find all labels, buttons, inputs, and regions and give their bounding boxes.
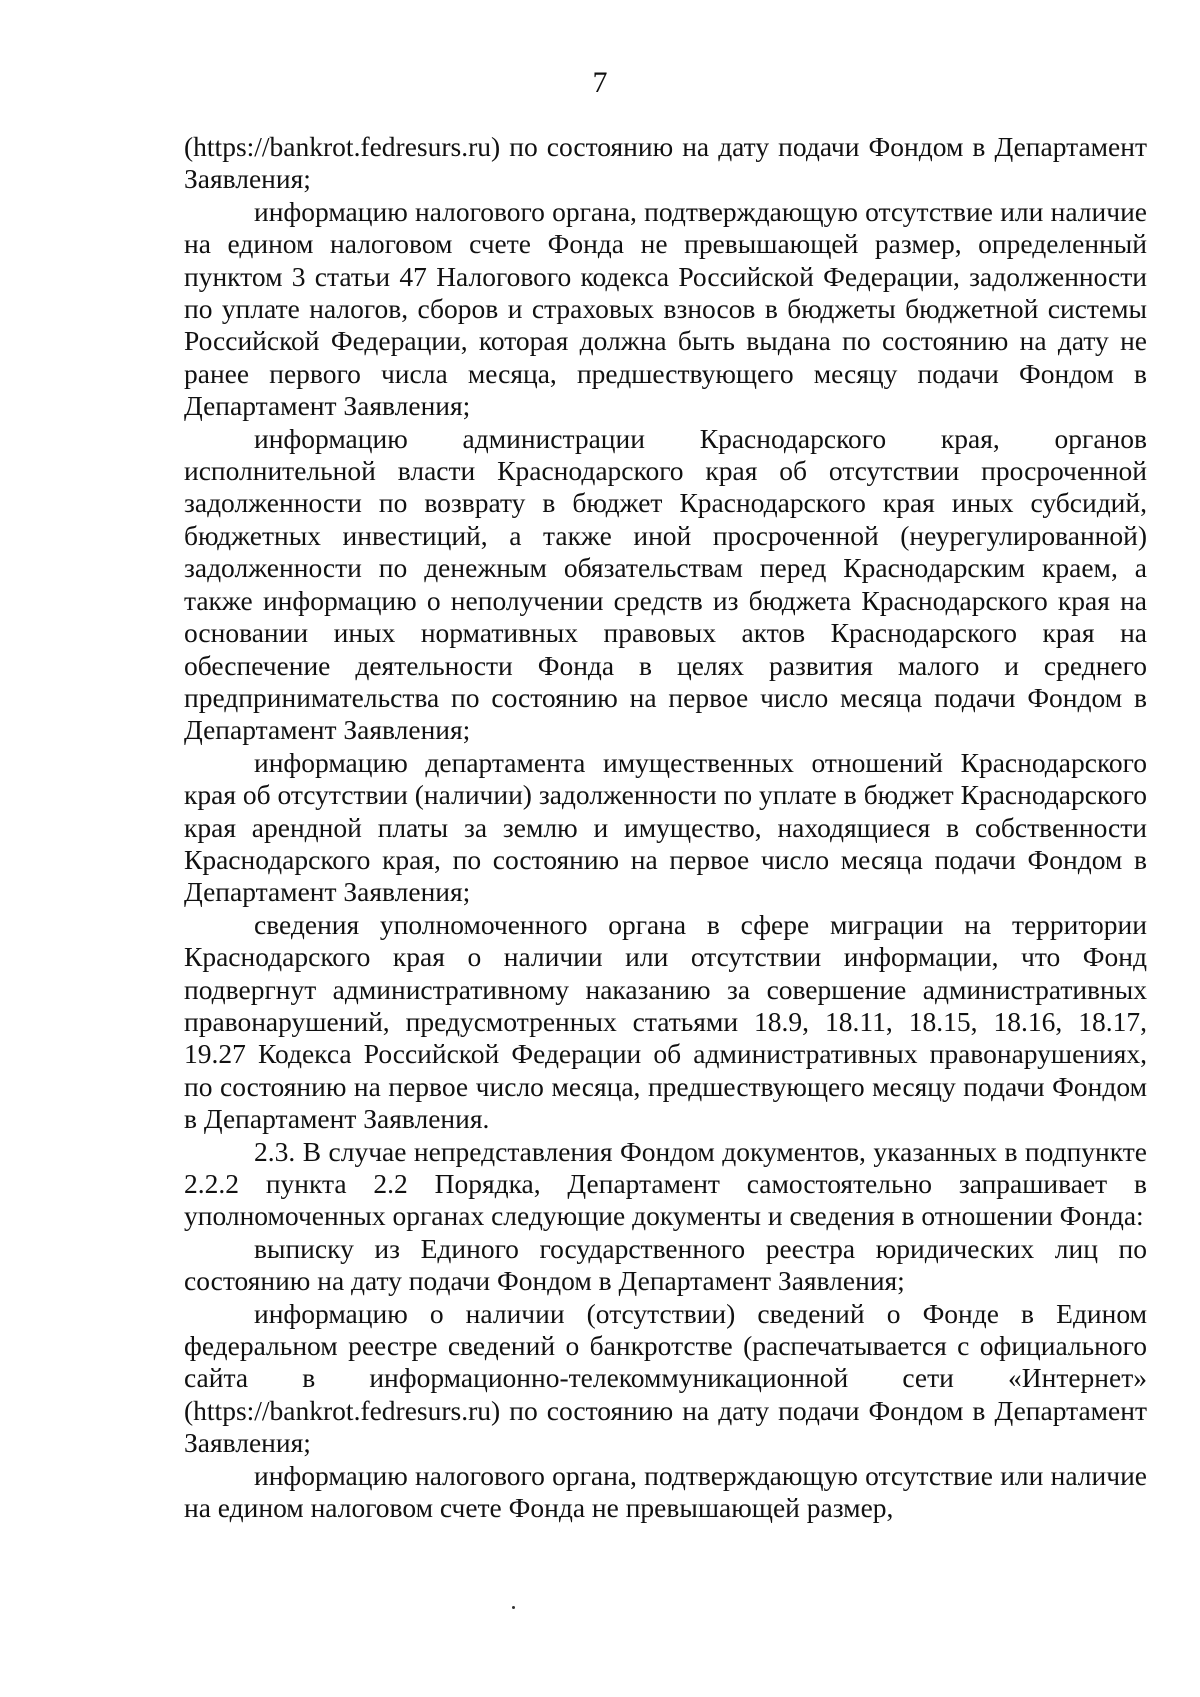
paragraph-continuation: (https://bankrot.fedresurs.ru) по состоянию на дату подачи Фондом в Департамент Заявления; xyxy=(184,131,1147,195)
paragraph-bankruptcy-registry: информацию о наличии (отсутствии) сведений о Фонде в Едином федеральном реестре сведений о банкротстве (распечатывается с официального сайта в информационно-телекоммуникационной сети «Интернет» (https://bankrot.fedresurs.ru) по состоянию на дату подачи Фондом в Департамент Заявления; xyxy=(184,1297,1147,1459)
page-number: 7 xyxy=(592,66,608,99)
paragraph-administration-info: информацию администрации Краснодарского края, органов исполнительной власти Краснодарского края об отсутствии просроченной задолженности по возврату в бюджет Краснодарского края иных субсидий, бюджетных инвестиций, а также иной просроченной (неурегулированной) задолженности по денежным обязательствам перед Краснодарским краем, а также информацию о неполучении средств из бюджета Краснодарского края на основании иных нормативных правовых актов Краснодарского края на обеспечение деятельности Фонда в целях развития малого и среднего предпринимательства по состоянию на первое число месяца подачи Фондом в Департамент Заявления; xyxy=(184,422,1147,746)
paragraph-property-dept-info: информацию департамента имущественных отношений Краснодарского края об отсутствии (наличии) задолженности по уплате в бюджет Краснодарского края арендной платы за землю и имущество, находящиеся в собственности Краснодарского края, по состоянию на первое число месяца подачи Фондом в Департамент Заявления; xyxy=(184,746,1147,908)
paragraph-section-2-3: 2.3. В случае непредставления Фондом документов, указанных в подпункте 2.2.2 пункта 2.2 Порядка, Департамент самостоятельно запрашивает в уполномоченных органах следующие документы и сведения в отношении Фонда: xyxy=(184,1135,1147,1232)
document-body xyxy=(184,131,1147,1524)
paragraph-migration-info: сведения уполномоченного органа в сфере миграции на территории Краснодарского края о наличии или отсутствии информации, что Фонд подвергнут административному наказанию за совершение административных правонарушений, предусмотренных статьями 18.9, 18.11, 18.15, 18.16, 18.17, 19.27 Кодекса Российской Федерации об административных правонарушениях, по состоянию на первое число месяца, предшествующего месяцу подачи Фондом в Департамент Заявления. xyxy=(184,908,1147,1135)
scan-speck xyxy=(512,1606,515,1609)
paragraph-tax-info: информацию налогового органа, подтверждающую отсутствие или наличие на едином налоговом счете Фонда не превышающей размер, определенный пунктом 3 статьи 47 Налогового кодекса Российской Федерации, задолженности по уплате налогов, сборов и страховых взносов в бюджеты бюджетной системы Российской Федерации, которая должна быть выдана по состоянию на дату не ранее первого числа месяца, предшествующего месяцу подачи Фондом в Департамент Заявления; xyxy=(184,195,1147,422)
paragraph-egrul-extract: выписку из Единого государственного реестра юридических лиц по состоянию на дату подачи Фондом в Департамент Заявления; xyxy=(184,1232,1147,1297)
paragraph-tax-info-repeat: информацию налогового органа, подтверждающую отсутствие или наличие на едином налоговом счете Фонда не превышающей размер, xyxy=(184,1459,1147,1524)
